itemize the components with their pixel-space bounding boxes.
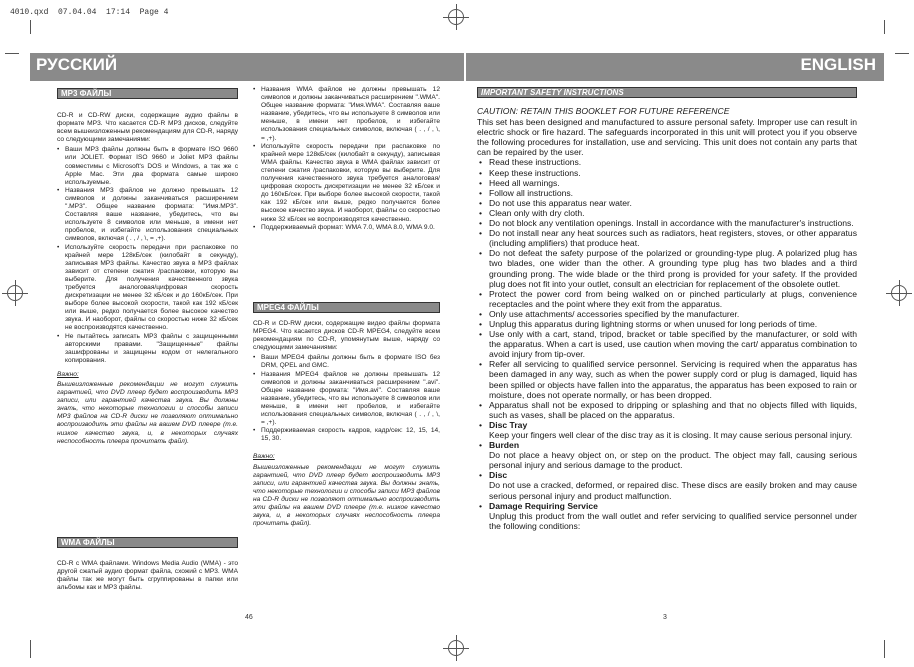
column-wma-list bbox=[253, 86, 440, 232]
column-mp3 bbox=[57, 112, 238, 448]
crop-mark bbox=[884, 640, 885, 658]
list-item-burden bbox=[477, 440, 857, 470]
column-safety bbox=[477, 106, 857, 531]
section-heading-safety: IMPORTANT SAFETY INSTRUCTIONS bbox=[477, 87, 857, 98]
item-title: Damage Requiring Service bbox=[489, 500, 598, 511]
item-title: Disc bbox=[489, 470, 508, 481]
column-mpeg4 bbox=[253, 320, 440, 530]
column-wma-intro bbox=[57, 560, 238, 594]
item-text: Do not use a cracked, deformed, or repaired disc. These discs are easily broken and may cause serious personal injury and product malfunction. bbox=[489, 480, 857, 501]
crop-mark bbox=[5, 53, 19, 54]
wma-list bbox=[253, 86, 440, 232]
list-item: • Protect the power cord from being walked on or pinched particularly at plugs, convenience receptacles and the point where they exit from the apparatus. bbox=[477, 289, 857, 309]
section-heading-mp3: MP3 ФАЙЛЫ bbox=[57, 88, 238, 99]
item-title: Burden bbox=[489, 440, 520, 451]
page-number-right: 3 bbox=[663, 614, 667, 621]
list-item: • Heed all warnings. bbox=[477, 178, 857, 188]
page-title-english: ENGLISH bbox=[800, 55, 876, 74]
registration-mark-right bbox=[886, 280, 912, 306]
list-item: • Do not defeat the safety purpose of the polarized or grounding-type plug. A polarized plug has two blades, one wider than the other. A grounding type plug has two blades and a third grounding prong. The wide blade or the third prong is provided for your safety. If the provided plug does not fit into your outlet, consult an electrician for replacement of the obsolete outlet. bbox=[477, 248, 857, 288]
list-item: • Названия MPEG4 файлов не должны превышать 12 символов и должны заканчиваться расширением ".avi". Общее название формата: "Имя.avi". Составляя ваше название, убедитесь, что вы используете 8 символов или меньше, в имени нет пробелов, и избегайте использования специальных символов, включая ( . , / , \, = ,+). bbox=[253, 371, 440, 428]
item-text: Do not place a heavy object on, or step on the product. The object may fall, causing serious personal injury and serious damage to the product. bbox=[489, 450, 857, 471]
mpeg4-list bbox=[253, 354, 440, 443]
section-heading-wma: WMA ФАЙЛЫ bbox=[57, 537, 238, 548]
item-title: Disc Tray bbox=[489, 419, 528, 430]
list-item: • Read these instructions. bbox=[477, 157, 857, 167]
mpeg4-intro: CD-R и CD-RW диски, содержащие видео файлы формата MPEG4. Что касается дисков CD-R MPEG4, следуйте всем рекомендациям по CD-R, упомянутым выше, наряду со следующими замечаниями: bbox=[253, 320, 440, 352]
print-header: 4010.qxd 07.04.04 17:14 Page 4 bbox=[10, 8, 169, 17]
list-item: • Используйте скорость передачи при распаковке по крайней мере 128кБ/сек (килобайт в секунду), записывая WMA файлы. Качество звука в WMA файлах зависит от степени сжатия /распаковки, которую вы выберите. Для получения качественного звука требуется аналоговая/цифровая скорость дискретизации не менее 32 кБ/сек и до 160кБ/сек. При выборе более высокой скорости, такой как 192 кБ/сек или выше, редко получается более высокое качество звука. И наоборот, файлы со скоростью ниже 32 кБ/сек не воспроизводятся качественно. bbox=[253, 143, 440, 224]
list-item: • Clean only with dry cloth. bbox=[477, 208, 857, 218]
caution-line: CAUTION: RETAIN THIS BOOKLET FOR FUTURE REFERENCE bbox=[477, 106, 730, 116]
registration-mark-bottom-center bbox=[443, 635, 469, 661]
registration-mark-top-center bbox=[443, 4, 469, 30]
mp3-note-label: Важно: bbox=[57, 370, 79, 378]
list-item: • Не пытайтесь записать MP3 файлы с защищенными авторскими правами. "Защищенные" файлы зашифрованы и защищены кодом от нелегального копирования. bbox=[57, 333, 238, 365]
list-item: • Ваши MP3 файлы должны быть в формате ISO 9660 или JOLIET. Формат ISO 9660 и Joliet MP3 файлы совместимы с Microsoft's DOS и Windows, а так же с Apple Mac. Эти два формата самые широко используемые. bbox=[57, 146, 238, 186]
list-item-disc bbox=[477, 470, 857, 500]
list-item: • Поддерживаемый формат: WMA 7.0, WMA 8.0, WMA 9.0. bbox=[253, 224, 440, 232]
mp3-intro: CD-R и CD-RW диски, содержащие аудио файлы в формате MP3. Что касается CD-R MP3 дисков, следуйте всем вышеизложенным рекомендациям для CD-R, наряду со следующими замечаниями: bbox=[57, 112, 238, 144]
page-title-russian: РУССКИЙ bbox=[36, 55, 118, 74]
mp3-note: Вышеизложенные рекомендации не могут служить гарантией, что DVD плеер будет воспроизводить MP3 записи, или гарантией качества звука. Вы должны знать, что некоторые технологии и способы записи MP3 файлов на CD-R диски не позволяют оптимально воспроизводить эти файлы на вашем DVD плеере (т.е. низкое качество звука, и, в некоторых случаях неспособность плеера прочитать файл). bbox=[57, 381, 238, 445]
list-item: • Apparatus shall not be exposed to dripping or splashing and that no objects filled with liquids, such as vases, shall be placed on the apparatus. bbox=[477, 400, 857, 420]
list-item: • Only use attachments/ accessories specified by the manufacturer. bbox=[477, 309, 857, 319]
list-item: • Ваши MPEG4 файлы должны быть в формате ISO без DRM, QPEL and GMC. bbox=[253, 354, 440, 370]
list-item: • Use only with a cart, stand, tripod, bracket or table specified by the manufacturer, or sold with the apparatus. When a cart is used, use caution when moving the cart/ apparatus combination to avoid injury from tip-over. bbox=[477, 329, 857, 359]
mpeg4-note-label: Важно: bbox=[253, 453, 275, 461]
item-text: Unplug this product from the wall outlet and refer servicing to qualified service personnel under the following conditions: bbox=[489, 510, 857, 531]
registration-mark-left bbox=[2, 280, 28, 306]
item-text: Keep your fingers well clear of the disc tray as it is closing. It may cause serious personal injury. bbox=[489, 430, 853, 440]
crop-mark bbox=[884, 20, 885, 34]
page-number-left: 46 bbox=[245, 614, 253, 621]
list-item: • Do not install near any heat sources such as radiators, heat registers, stoves, or other apparatus (including amplifiers) that produce heat. bbox=[477, 228, 857, 248]
list-item: • Do not block any ventilation openings. Install in accordance with the manufacturer's instructions. bbox=[477, 218, 857, 228]
list-item: • Do not use this apparatus near water. bbox=[477, 198, 857, 208]
list-item: • Follow all instructions. bbox=[477, 188, 857, 198]
list-item-damage bbox=[477, 501, 857, 531]
list-item: • Используйте скорость передачи при распаковке по крайней мере 128кБ/сек (килобайт в секунду), записывая MP3 файлы. Качество звука в MP3 файлах зависит от степени сжатия /распаковки, которую вы выберите. Для получения качественного звука требуется аналоговая/цифровая скорость дискретизации не менее 32 кБ/сек и до 160кБ/сек. При выборе более высокой скорости, такой как 192 кБ/сек или выше, редко получается более высокое качество звука. И наоборот, файлы со скоростью ниже 32 кБ/сек не воспроизводятся качественно. bbox=[57, 244, 238, 333]
section-heading-mpeg4: MPEG4 ФАЙЛЫ bbox=[253, 302, 440, 313]
wma-intro: CD-R с WMA файлами. Windows Media Audio (WMA) - это другой сжатый аудио формат файла, схожий с MP3. WMA файлы так же могут быть сгруппированы в папки или альбомы как и MP3 файлы. bbox=[57, 560, 238, 592]
crop-mark bbox=[30, 640, 31, 658]
safety-intro: This set has been designed and manufactured to assure personal safety. Improper use can result in electric shock or fire hazard. The safeguards incorporated in this unit will protect you if you observe the following procedures for installation, use and servicing. This unit does not contain any parts that can be repaired by the user. bbox=[477, 117, 857, 158]
list-item: • Keep these instructions. bbox=[477, 168, 857, 178]
list-item: • Поддерживаемая скорость кадров, кадр/сек: 12, 15, 14, 15, 30. bbox=[253, 427, 440, 443]
list-item: • Unplug this apparatus during lightning storms or when unused for long periods of time. bbox=[477, 319, 857, 329]
list-item-disc-tray bbox=[477, 420, 857, 440]
list-item: • Названия MP3 файлов не должно превышать 12 символов и должны заканчиваться расширением ".MP3". Общее название формата: "Имя.MP3". Составляя ваше название, убедитесь, что вы используете 8 символов или меньше, в имени нет пробелов, и избегайте использования специальных символов, включая ( . , / , \, = ,+). bbox=[57, 187, 238, 244]
crop-mark bbox=[895, 53, 909, 54]
safety-list bbox=[477, 157, 857, 530]
crop-mark bbox=[30, 20, 31, 34]
list-item: • Refer all servicing to qualified service personnel. Servicing is required when the apparatus has been damaged in any way, such as when the power supply cord or plug is damaged, liquid has been spilled or objects have fallen into the apparatus, the apparatus has been exposed to rain or moisture, does not operate normally, or has been dropped. bbox=[477, 359, 857, 399]
list-item: • Названия WMA файлов не должны превышать 12 символов и должны заканчиваться расширением ".WMA". Общее название формата: "Имя.WMA". Составляя ваше название, убедитесь, что вы используете 8 символов или меньше, в имени нет пробелов, и избегайте использования специальных символов, включая ( . , / , \, = ,+). bbox=[253, 86, 440, 143]
mp3-list bbox=[57, 146, 238, 365]
mpeg4-note: Вышеизложенные рекомендации не могут служить гарантией, что DVD плеер будет воспроизводить MP3 записи, или гарантией качества звука. Вы должны знать, что некоторые технологии и способы записи MP3 файлов на CD-R диски не позволяют оптимально воспроизводить эти файлы на вашем DVD плеере (т.е. низкое качество звука, и, в некоторых случаях неспособность плеера прочитать файл). bbox=[253, 463, 440, 528]
